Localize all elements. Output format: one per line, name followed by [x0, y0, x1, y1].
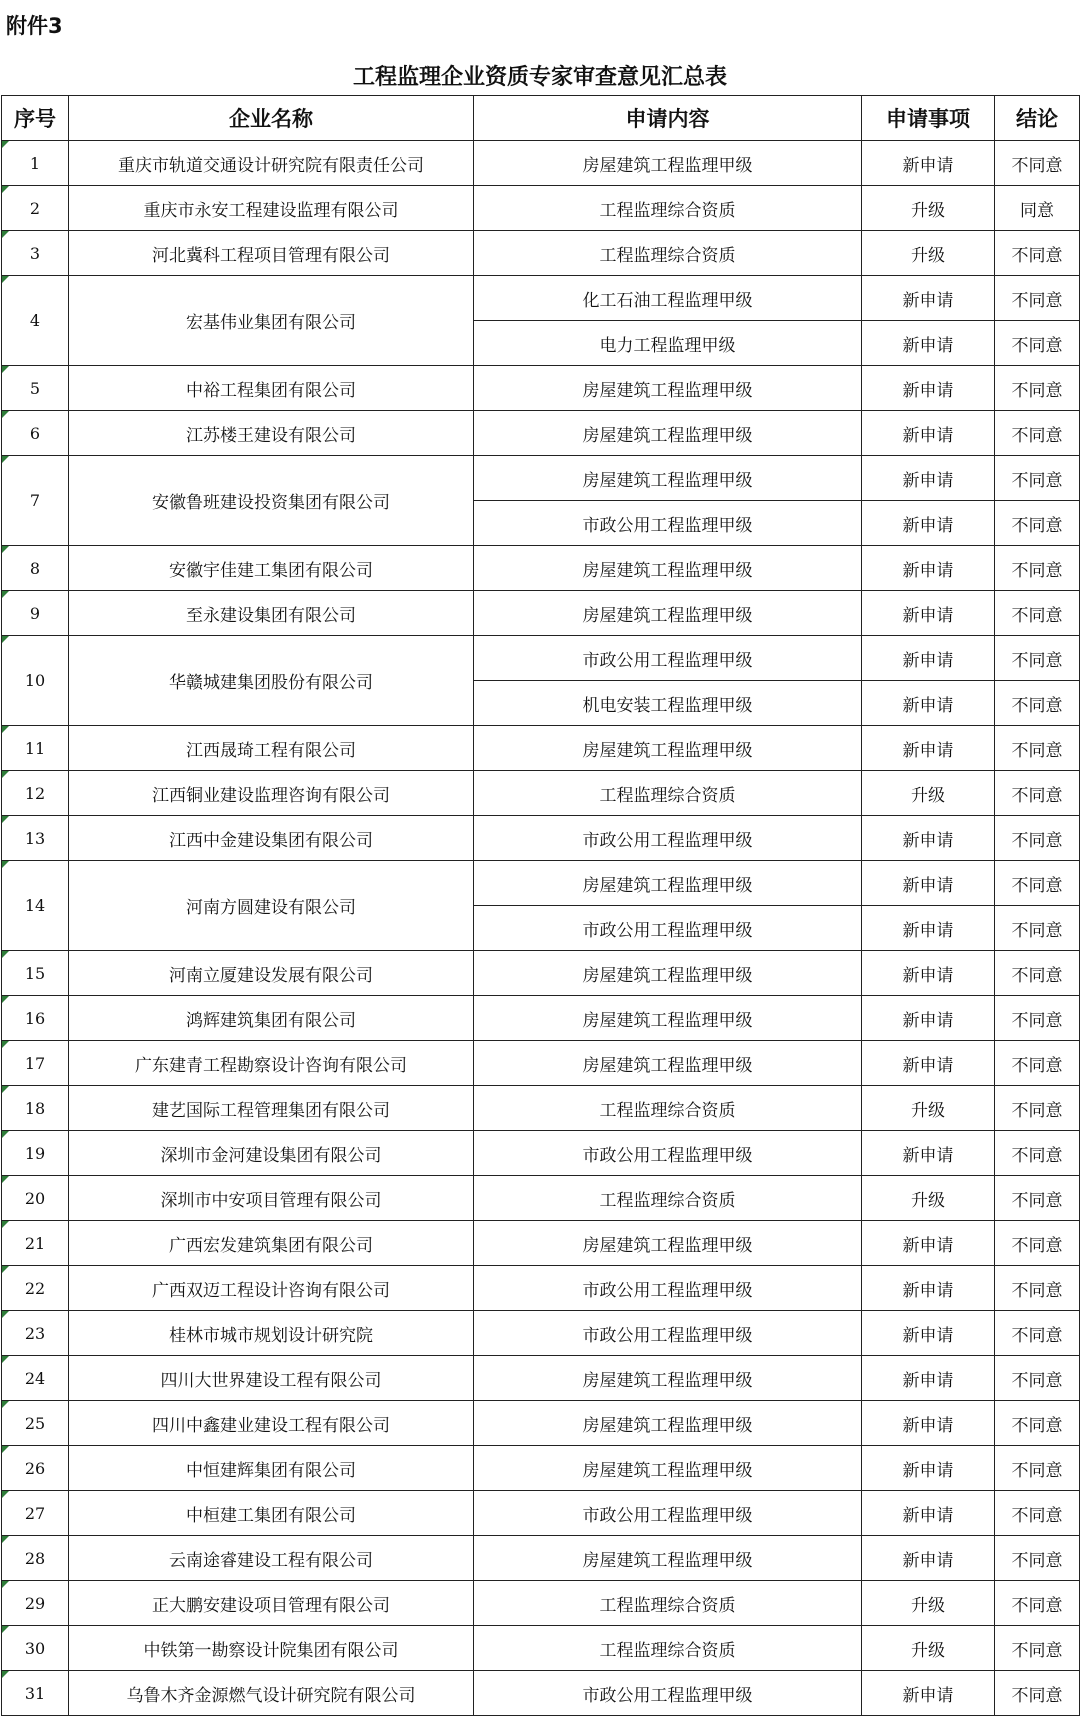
- seq-number: 18: [24, 1098, 46, 1118]
- table-row: [2, 186, 1080, 231]
- cell-application-type: 新申请: [862, 321, 995, 366]
- table-row: [2, 1446, 1080, 1491]
- seq-number: 21: [24, 1233, 46, 1253]
- cell-seq: [2, 1041, 69, 1086]
- cell-corner-marker-icon: [2, 366, 9, 373]
- cell-application-type: 新申请: [862, 1401, 995, 1446]
- cell-seq: [2, 591, 69, 636]
- document-title: 工程监理企业资质专家审查意见汇总表: [352, 65, 727, 90]
- cell-seq: [2, 1401, 69, 1446]
- cell-application-content: 房屋建筑工程监理甲级: [474, 1356, 862, 1401]
- table-row: [2, 726, 1080, 771]
- cell-corner-marker-icon: [2, 1176, 9, 1183]
- cell-seq: [2, 186, 69, 231]
- cell-corner-marker-icon: [2, 726, 9, 733]
- cell-application-content: 房屋建筑工程监理甲级: [474, 546, 862, 591]
- table-row: [2, 141, 1080, 186]
- cell-conclusion: 不同意: [995, 1581, 1080, 1626]
- cell-seq: [2, 366, 69, 411]
- cell-company-name: 四川大世界建设工程有限公司: [69, 1356, 474, 1401]
- cell-corner-marker-icon: [2, 1491, 9, 1498]
- cell-application-content: 工程监理综合资质: [474, 1581, 862, 1626]
- cell-conclusion: 不同意: [995, 861, 1080, 906]
- cell-application-type: 新申请: [862, 816, 995, 861]
- cell-seq: [2, 1626, 69, 1671]
- cell-conclusion: 不同意: [995, 1446, 1080, 1491]
- cell-application-type: 新申请: [862, 276, 995, 321]
- seq-number: 20: [24, 1188, 46, 1208]
- table-row: [2, 1086, 1080, 1131]
- table-row: [2, 861, 1080, 906]
- seq-number: 25: [24, 1413, 46, 1433]
- cell-corner-marker-icon: [2, 1401, 9, 1408]
- cell-application-content: 工程监理综合资质: [474, 1626, 862, 1671]
- cell-company-name: 江西中金建设集团有限公司: [69, 816, 474, 861]
- cell-application-type: 新申请: [862, 1041, 995, 1086]
- cell-conclusion: 不同意: [995, 1401, 1080, 1446]
- cell-corner-marker-icon: [2, 1536, 9, 1543]
- cell-seq: [2, 816, 69, 861]
- cell-conclusion: 不同意: [995, 816, 1080, 861]
- cell-company-name: 中裕工程集团有限公司: [69, 366, 474, 411]
- cell-seq: [2, 636, 69, 726]
- cell-application-content: 工程监理综合资质: [474, 1176, 862, 1221]
- cell-application-type: 新申请: [862, 1671, 995, 1716]
- cell-application-type: 升级: [862, 771, 995, 816]
- cell-application-content: 市政公用工程监理甲级: [474, 636, 862, 681]
- cell-seq: [2, 771, 69, 816]
- cell-company-name: 广西宏发建筑集团有限公司: [69, 1221, 474, 1266]
- cell-conclusion: 不同意: [995, 996, 1080, 1041]
- seq-number: 14: [24, 896, 46, 915]
- cell-application-content: 房屋建筑工程监理甲级: [474, 411, 862, 456]
- cell-company-name: 宏基伟业集团有限公司: [69, 276, 474, 366]
- cell-company-name: 河南方圆建设有限公司: [69, 861, 474, 951]
- cell-conclusion: 不同意: [995, 1491, 1080, 1536]
- cell-seq: [2, 411, 69, 456]
- cell-application-content: 市政公用工程监理甲级: [474, 1131, 862, 1176]
- cell-conclusion: 同意: [995, 186, 1080, 231]
- seq-number: 12: [24, 783, 46, 803]
- seq-number: 23: [24, 1323, 46, 1343]
- seq-number: 4: [29, 311, 41, 330]
- cell-application-content: 房屋建筑工程监理甲级: [474, 1401, 862, 1446]
- seq-number: 13: [24, 828, 46, 848]
- seq-number: 9: [29, 603, 41, 623]
- cell-corner-marker-icon: [2, 771, 9, 778]
- cell-application-content: 化工石油工程监理甲级: [474, 276, 862, 321]
- cell-application-content: 房屋建筑工程监理甲级: [474, 951, 862, 996]
- cell-seq: [2, 1266, 69, 1311]
- cell-application-type: 新申请: [862, 951, 995, 996]
- cell-corner-marker-icon: [2, 231, 9, 238]
- cell-company-name: 四川中鑫建业建设工程有限公司: [69, 1401, 474, 1446]
- cell-conclusion: 不同意: [995, 681, 1080, 726]
- seq-number: 16: [24, 1008, 46, 1028]
- table-row: [2, 1266, 1080, 1311]
- cell-company-name: 中铁第一勘察设计院集团有限公司: [69, 1626, 474, 1671]
- seq-number: 19: [24, 1143, 46, 1163]
- cell-application-content: 工程监理综合资质: [474, 186, 862, 231]
- cell-conclusion: 不同意: [995, 951, 1080, 996]
- cell-company-name: 深圳市金河建设集团有限公司: [69, 1131, 474, 1176]
- cell-company-name: 安徽宇佳建工集团有限公司: [69, 546, 474, 591]
- cell-corner-marker-icon: [2, 1131, 9, 1138]
- table-row: [2, 591, 1080, 636]
- cell-application-type: 新申请: [862, 1131, 995, 1176]
- cell-conclusion: 不同意: [995, 1176, 1080, 1221]
- cell-conclusion: 不同意: [995, 456, 1080, 501]
- table-row: [2, 1131, 1080, 1176]
- cell-conclusion: 不同意: [995, 366, 1080, 411]
- seq-number: 8: [29, 558, 41, 578]
- cell-company-name: 至永建设集团有限公司: [69, 591, 474, 636]
- cell-corner-marker-icon: [2, 1086, 9, 1093]
- cell-company-name: 安徽鲁班建设投资集团有限公司: [69, 456, 474, 546]
- table-row: [2, 996, 1080, 1041]
- cell-application-content: 工程监理综合资质: [474, 231, 862, 276]
- cell-corner-marker-icon: [2, 1311, 9, 1318]
- table-row: [2, 636, 1080, 681]
- cell-conclusion: 不同意: [995, 771, 1080, 816]
- cell-application-type: 新申请: [862, 1221, 995, 1266]
- header-content: 申请内容: [474, 96, 862, 141]
- seq-number: 11: [24, 738, 46, 758]
- cell-corner-marker-icon: [2, 546, 9, 553]
- cell-company-name: 重庆市永安工程建设监理有限公司: [69, 186, 474, 231]
- cell-application-type: 升级: [862, 231, 995, 276]
- cell-conclusion: 不同意: [995, 726, 1080, 771]
- cell-application-content: 市政公用工程监理甲级: [474, 1266, 862, 1311]
- seq-number: 1: [29, 153, 41, 173]
- cell-conclusion: 不同意: [995, 1131, 1080, 1176]
- cell-application-content: 房屋建筑工程监理甲级: [474, 1221, 862, 1266]
- cell-seq: [2, 951, 69, 996]
- cell-seq: [2, 1086, 69, 1131]
- cell-seq: [2, 1356, 69, 1401]
- cell-application-type: 新申请: [862, 996, 995, 1041]
- seq-number: 10: [24, 671, 46, 690]
- cell-application-content: 房屋建筑工程监理甲级: [474, 591, 862, 636]
- cell-application-content: 工程监理综合资质: [474, 771, 862, 816]
- table-row: [2, 411, 1080, 456]
- table-row: [2, 1221, 1080, 1266]
- cell-application-type: 新申请: [862, 591, 995, 636]
- cell-seq: [2, 861, 69, 951]
- table-row: [2, 1581, 1080, 1626]
- seq-number: 30: [24, 1638, 46, 1658]
- cell-seq: [2, 276, 69, 366]
- cell-application-type: 新申请: [862, 1356, 995, 1401]
- cell-company-name: 鸿辉建筑集团有限公司: [69, 996, 474, 1041]
- cell-seq: [2, 1491, 69, 1536]
- seq-number: 15: [24, 963, 46, 983]
- table-row: [2, 276, 1080, 321]
- cell-application-content: 市政公用工程监理甲级: [474, 1671, 862, 1716]
- cell-application-content: 市政公用工程监理甲级: [474, 501, 862, 546]
- cell-application-type: 升级: [862, 1176, 995, 1221]
- cell-conclusion: 不同意: [995, 1041, 1080, 1086]
- seq-number: 24: [24, 1368, 46, 1388]
- table-row: [2, 1401, 1080, 1446]
- cell-corner-marker-icon: [2, 276, 9, 283]
- cell-corner-marker-icon: [2, 1221, 9, 1228]
- cell-application-content: 工程监理综合资质: [474, 1086, 862, 1131]
- cell-seq: [2, 231, 69, 276]
- cell-company-name: 中桓建工集团有限公司: [69, 1491, 474, 1536]
- table-row: [2, 1311, 1080, 1356]
- cell-application-content: 市政公用工程监理甲级: [474, 906, 862, 951]
- cell-seq: [2, 1446, 69, 1491]
- table-row: [2, 816, 1080, 861]
- cell-application-type: 新申请: [862, 906, 995, 951]
- seq-number: 6: [29, 423, 41, 443]
- header-company: 企业名称: [69, 96, 474, 141]
- cell-application-type: 升级: [862, 186, 995, 231]
- cell-company-name: 广西双迈工程设计咨询有限公司: [69, 1266, 474, 1311]
- cell-company-name: 正大鹏安建设项目管理有限公司: [69, 1581, 474, 1626]
- cell-seq: [2, 1581, 69, 1626]
- header-seq: 序号: [2, 96, 69, 141]
- seq-number: 3: [29, 243, 41, 263]
- cell-corner-marker-icon: [2, 456, 9, 463]
- cell-conclusion: 不同意: [995, 546, 1080, 591]
- cell-conclusion: 不同意: [995, 1536, 1080, 1581]
- table-row: [2, 1671, 1080, 1716]
- cell-application-content: 房屋建筑工程监理甲级: [474, 996, 862, 1041]
- cell-seq: [2, 456, 69, 546]
- seq-number: 28: [24, 1548, 46, 1568]
- cell-application-type: 升级: [862, 1581, 995, 1626]
- cell-application-content: 房屋建筑工程监理甲级: [474, 726, 862, 771]
- cell-seq: [2, 1131, 69, 1176]
- cell-corner-marker-icon: [2, 1446, 9, 1453]
- cell-application-content: 房屋建筑工程监理甲级: [474, 366, 862, 411]
- cell-application-type: 新申请: [862, 1446, 995, 1491]
- seq-number: 29: [24, 1593, 46, 1613]
- cell-seq: [2, 1671, 69, 1716]
- seq-number: 5: [29, 378, 41, 398]
- cell-application-content: 房屋建筑工程监理甲级: [474, 861, 862, 906]
- cell-company-name: 桂林市城市规划设计研究院: [69, 1311, 474, 1356]
- cell-application-type: 升级: [862, 1626, 995, 1671]
- cell-application-content: 房屋建筑工程监理甲级: [474, 1536, 862, 1581]
- seq-number: 2: [29, 198, 41, 218]
- cell-company-name: 乌鲁木齐金源燃气设计研究院有限公司: [69, 1671, 474, 1716]
- cell-corner-marker-icon: [2, 1266, 9, 1273]
- cell-seq: [2, 546, 69, 591]
- cell-corner-marker-icon: [2, 636, 9, 643]
- seq-number: 31: [24, 1683, 46, 1703]
- cell-corner-marker-icon: [2, 951, 9, 958]
- cell-conclusion: 不同意: [995, 1626, 1080, 1671]
- cell-application-type: 新申请: [862, 861, 995, 906]
- cell-application-type: 新申请: [862, 546, 995, 591]
- cell-corner-marker-icon: [2, 1581, 9, 1588]
- table-row: [2, 1041, 1080, 1086]
- cell-corner-marker-icon: [2, 591, 9, 598]
- cell-corner-marker-icon: [2, 1041, 9, 1048]
- cell-corner-marker-icon: [2, 411, 9, 418]
- table-row: [2, 456, 1080, 501]
- cell-application-type: 新申请: [862, 501, 995, 546]
- cell-seq: [2, 996, 69, 1041]
- cell-application-content: 电力工程监理甲级: [474, 321, 862, 366]
- cell-application-content: 房屋建筑工程监理甲级: [474, 456, 862, 501]
- cell-company-name: 江苏楼王建设有限公司: [69, 411, 474, 456]
- cell-company-name: 江西铜业建设监理咨询有限公司: [69, 771, 474, 816]
- cell-application-type: 新申请: [862, 636, 995, 681]
- cell-seq: [2, 1176, 69, 1221]
- cell-conclusion: 不同意: [995, 1671, 1080, 1716]
- header-item: 申请事项: [862, 96, 995, 141]
- cell-seq: [2, 1311, 69, 1356]
- review-summary-table: [1, 95, 1080, 1716]
- cell-company-name: 重庆市轨道交通设计研究院有限责任公司: [69, 141, 474, 186]
- table-row: [2, 366, 1080, 411]
- cell-seq: [2, 726, 69, 771]
- cell-application-type: 新申请: [862, 411, 995, 456]
- cell-application-content: 市政公用工程监理甲级: [474, 1491, 862, 1536]
- cell-corner-marker-icon: [2, 1671, 9, 1678]
- cell-application-type: 新申请: [862, 681, 995, 726]
- cell-conclusion: 不同意: [995, 636, 1080, 681]
- cell-corner-marker-icon: [2, 861, 9, 868]
- cell-company-name: 深圳市中安项目管理有限公司: [69, 1176, 474, 1221]
- table-row: [2, 231, 1080, 276]
- cell-seq: [2, 141, 69, 186]
- table-body: [2, 141, 1080, 1716]
- cell-corner-marker-icon: [2, 186, 9, 193]
- cell-application-content: 房屋建筑工程监理甲级: [474, 1041, 862, 1086]
- cell-company-name: 江西晟琦工程有限公司: [69, 726, 474, 771]
- cell-company-name: 河北冀科工程项目管理有限公司: [69, 231, 474, 276]
- cell-corner-marker-icon: [2, 996, 9, 1003]
- attachment-label: 附件3: [6, 14, 63, 38]
- table-row: [2, 1176, 1080, 1221]
- header-conclusion: 结论: [995, 96, 1080, 141]
- cell-corner-marker-icon: [2, 141, 9, 148]
- cell-conclusion: 不同意: [995, 906, 1080, 951]
- cell-application-content: 市政公用工程监理甲级: [474, 816, 862, 861]
- table-row: [2, 546, 1080, 591]
- table-row: [2, 1626, 1080, 1671]
- cell-application-type: 新申请: [862, 1491, 995, 1536]
- cell-seq: [2, 1536, 69, 1581]
- seq-number: 7: [29, 491, 41, 510]
- cell-conclusion: 不同意: [995, 501, 1080, 546]
- seq-number: 22: [24, 1278, 46, 1298]
- table-row: [2, 1356, 1080, 1401]
- cell-company-name: 云南途睿建设工程有限公司: [69, 1536, 474, 1581]
- cell-conclusion: 不同意: [995, 231, 1080, 276]
- cell-application-content: 市政公用工程监理甲级: [474, 1311, 862, 1356]
- cell-application-type: 新申请: [862, 456, 995, 501]
- cell-corner-marker-icon: [2, 1626, 9, 1633]
- cell-application-content: 房屋建筑工程监理甲级: [474, 141, 862, 186]
- table-row: [2, 951, 1080, 996]
- cell-corner-marker-icon: [2, 816, 9, 823]
- seq-number: 26: [24, 1458, 46, 1478]
- cell-conclusion: 不同意: [995, 1311, 1080, 1356]
- cell-company-name: 河南立厦建设发展有限公司: [69, 951, 474, 996]
- cell-conclusion: 不同意: [995, 141, 1080, 186]
- cell-conclusion: 不同意: [995, 321, 1080, 366]
- table-row: [2, 1491, 1080, 1536]
- cell-application-content: 房屋建筑工程监理甲级: [474, 1446, 862, 1491]
- cell-conclusion: 不同意: [995, 1221, 1080, 1266]
- cell-seq: [2, 1221, 69, 1266]
- seq-number: 17: [24, 1053, 46, 1073]
- cell-application-type: 升级: [862, 1086, 995, 1131]
- cell-conclusion: 不同意: [995, 1356, 1080, 1401]
- cell-company-name: 中恒建辉集团有限公司: [69, 1446, 474, 1491]
- cell-conclusion: 不同意: [995, 591, 1080, 636]
- cell-conclusion: 不同意: [995, 276, 1080, 321]
- cell-application-type: 新申请: [862, 1266, 995, 1311]
- table-row: [2, 771, 1080, 816]
- seq-number: 27: [24, 1503, 46, 1523]
- cell-company-name: 广东建青工程勘察设计咨询有限公司: [69, 1041, 474, 1086]
- cell-company-name: 建艺国际工程管理集团有限公司: [69, 1086, 474, 1131]
- cell-application-content: 机电安装工程监理甲级: [474, 681, 862, 726]
- cell-company-name: 华赣城建集团股份有限公司: [69, 636, 474, 726]
- cell-application-type: 新申请: [862, 366, 995, 411]
- cell-conclusion: 不同意: [995, 411, 1080, 456]
- cell-application-type: 新申请: [862, 726, 995, 771]
- cell-conclusion: 不同意: [995, 1266, 1080, 1311]
- table-header-row: [2, 96, 1080, 141]
- cell-application-type: 新申请: [862, 1536, 995, 1581]
- cell-conclusion: 不同意: [995, 1086, 1080, 1131]
- cell-corner-marker-icon: [2, 1356, 9, 1363]
- cell-application-type: 新申请: [862, 141, 995, 186]
- table-row: [2, 1536, 1080, 1581]
- cell-application-type: 新申请: [862, 1311, 995, 1356]
